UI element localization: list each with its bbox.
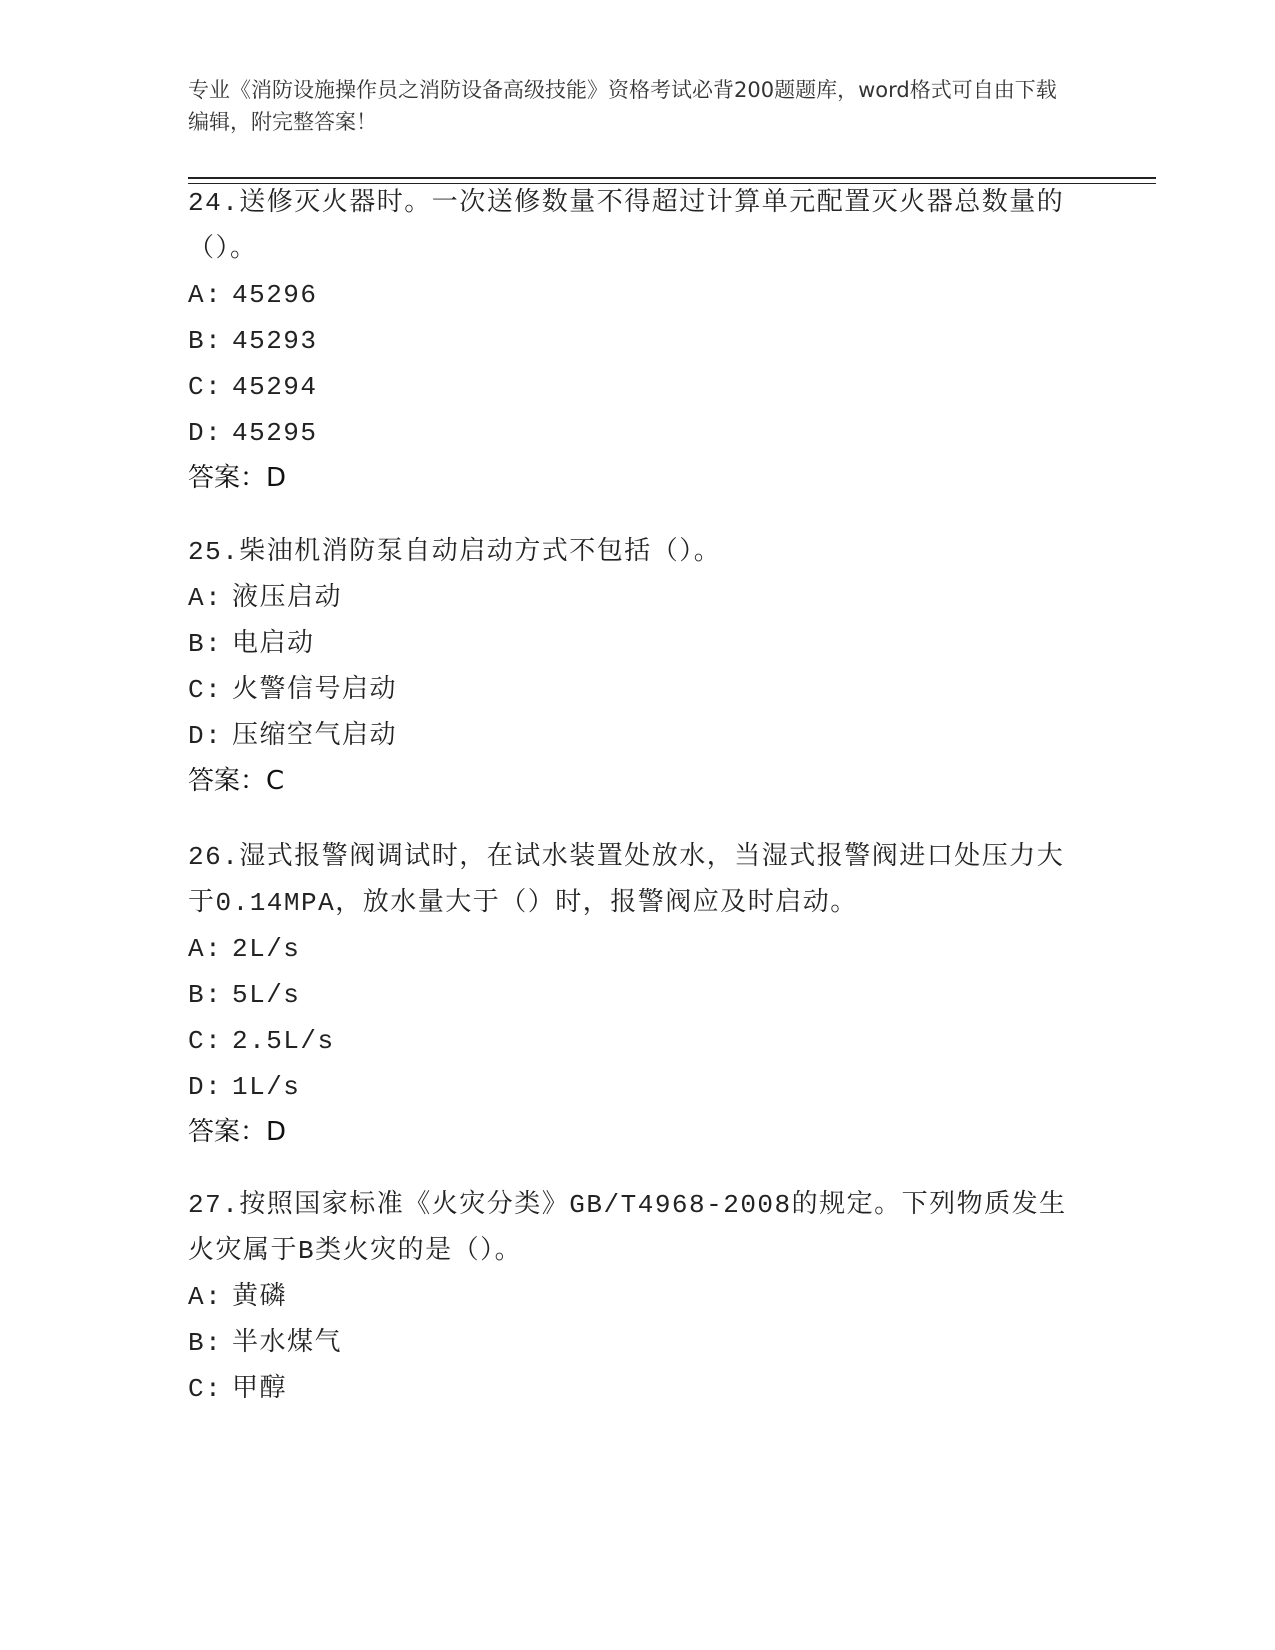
- option-c: [188, 667, 1088, 713]
- option-key: B:: [188, 1328, 223, 1358]
- option-value: 2L/s: [232, 934, 301, 964]
- header-divider-thick: [188, 177, 1156, 179]
- option-key: B:: [188, 326, 223, 356]
- option-a: [188, 926, 1088, 972]
- option-key: D:: [188, 418, 223, 448]
- option-b: [188, 972, 1088, 1018]
- option-key: B:: [188, 629, 223, 659]
- question-text: 27.按照国家标准《火灾分类》GB/T4968-2008的规定。下列物质发生火灾属于B类火灾的是（）。: [188, 1190, 1067, 1266]
- question-26: [188, 834, 1088, 1154]
- option-key: A:: [188, 280, 223, 310]
- option-b: [188, 1320, 1088, 1366]
- option-key: B:: [188, 980, 223, 1010]
- option-value: 45293: [232, 326, 318, 356]
- question-24: [188, 180, 1088, 500]
- option-value: 2.5L/s: [232, 1026, 335, 1056]
- document-intro: 专业《消防设施操作员之消防设备高级技能》资格考试必背200题题库，word格式可自由下载编辑，附完整答案！: [188, 78, 1057, 134]
- option-d: [188, 1064, 1088, 1110]
- option-b: [188, 318, 1088, 364]
- option-value: 45294: [232, 372, 318, 402]
- option-key: D:: [188, 721, 223, 751]
- question-text: 26.湿式报警阀调试时，在试水装置处放水，当湿式报警阀进口处压力大于0.14MPA，放水量大于（）时，报警阀应及时启动。: [188, 842, 1065, 918]
- option-d: [188, 713, 1088, 759]
- option-c: [188, 1018, 1088, 1064]
- option-a: [188, 1274, 1088, 1320]
- option-key: C:: [188, 372, 223, 402]
- option-key: C:: [188, 675, 223, 705]
- option-key: C:: [188, 1374, 223, 1404]
- answer-line: 答案：D: [188, 463, 287, 493]
- option-c: [188, 364, 1088, 410]
- option-value: 5L/s: [232, 980, 301, 1010]
- option-value: 甲醇: [232, 1374, 288, 1404]
- option-value: 火警信号启动: [232, 675, 398, 705]
- option-b: [188, 621, 1088, 667]
- option-value: 45296: [232, 280, 318, 310]
- option-d: [188, 410, 1088, 456]
- option-key: A:: [188, 1282, 223, 1312]
- option-key: D:: [188, 1072, 223, 1102]
- question-27: [188, 1182, 1088, 1412]
- option-key: C:: [188, 1026, 223, 1056]
- question-text: 24.送修灭火器时。一次送修数量不得超过计算单元配置灭火器总数量的（）。: [188, 188, 1065, 264]
- question-text: 25.柴油机消防泵自动启动方式不包括（）。: [188, 537, 722, 567]
- option-value: 黄磷: [232, 1282, 288, 1312]
- answer-line: 答案：D: [188, 1117, 287, 1147]
- answer-line: 答案：C: [188, 766, 285, 796]
- option-value: 1L/s: [232, 1072, 301, 1102]
- option-a: [188, 272, 1088, 318]
- question-25: [188, 529, 1088, 803]
- option-value: 压缩空气启动: [232, 721, 398, 751]
- option-a: [188, 575, 1088, 621]
- option-value: 液压启动: [232, 583, 343, 613]
- option-value: 电启动: [232, 629, 315, 659]
- option-c: [188, 1366, 1088, 1412]
- option-key: A:: [188, 583, 223, 613]
- option-key: A:: [188, 934, 223, 964]
- option-value: 半水煤气: [232, 1328, 343, 1358]
- option-value: 45295: [232, 418, 318, 448]
